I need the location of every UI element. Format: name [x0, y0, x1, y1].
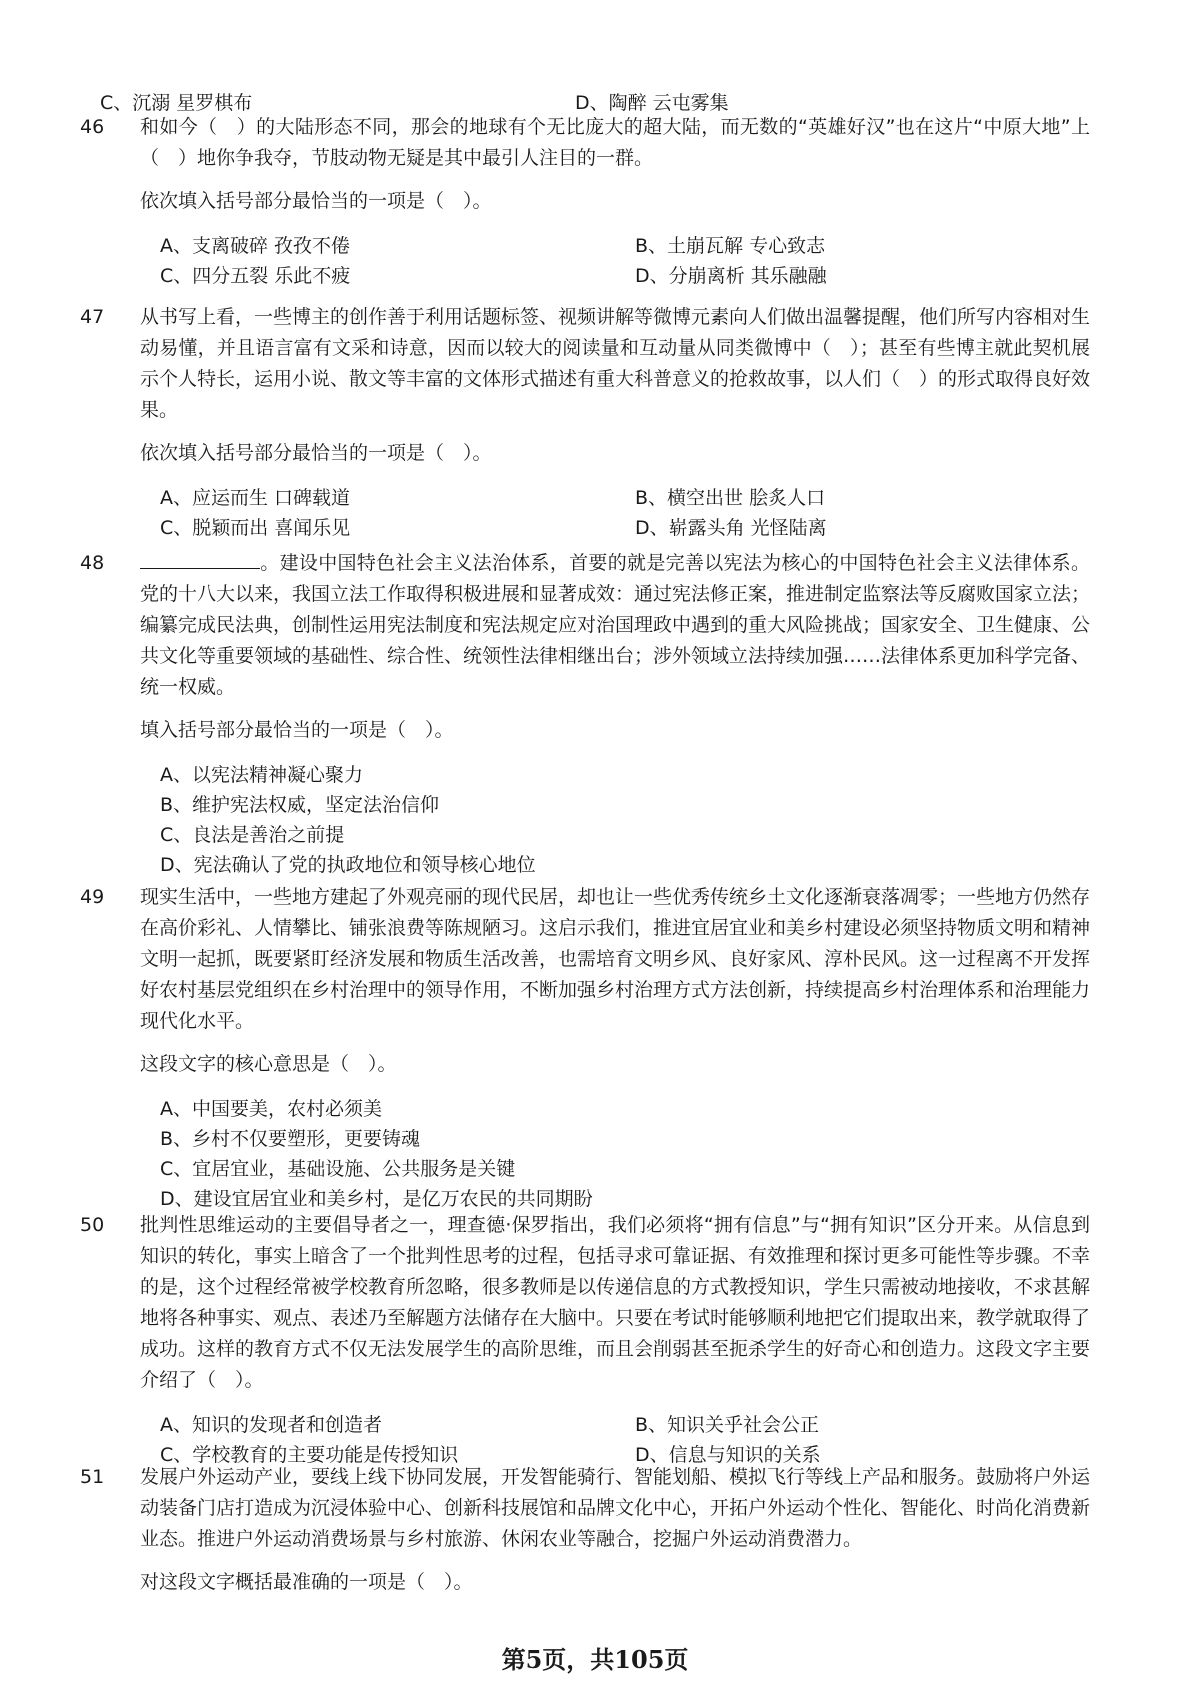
option-b[interactable]: B、乡村不仅要塑形，更要铸魂 — [160, 1128, 421, 1150]
question-48 — [80, 548, 1090, 880]
question-text — [140, 548, 1090, 703]
answer-blank — [140, 550, 260, 569]
option-c[interactable]: C、四分五裂 乐此不疲 — [160, 265, 351, 287]
question-prompt: 对这段文字概括最准确的一项是（ ）。 — [140, 1571, 473, 1593]
question-text: 从书写上看，一些博主的创作善于利用话题标签、视频讲解等微博元素向人们做出温馨提醒，他们所写内容相对生动易懂，并且语言富有文采和诗意，因而以较大的阅读量和互动量从同类微博中（ ）；甚至有些博主就此契机展示个人特长，运用小说、散文等丰富的文体形式描述有重大科普意义的抢救故事，以人们（ ）的形式取得良好效果。 — [140, 306, 1091, 421]
option-d[interactable]: D、建设宜居宜业和美乡村，是亿万农民的共同期盼 — [160, 1188, 593, 1210]
question-49 — [80, 882, 1090, 1214]
question-50 — [80, 1210, 1090, 1470]
question-text: 和如今（ ）的大陆形态不同，那会的地球有个无比庞大的超大陆，而无数的“英雄好汉”也在这片“中原大地”上（ ）地你争我夺，节肢动物无疑是其中最引人注目的一群。 — [140, 116, 1090, 169]
question-prompt: 填入括号部分最恰当的一项是（ ）。 — [140, 719, 454, 741]
question-number: 48 — [80, 552, 105, 574]
question-number: 47 — [80, 306, 105, 328]
question-51 — [80, 1462, 1090, 1598]
options — [160, 483, 1090, 543]
option-d[interactable]: D、分崩离析 其乐融融 — [635, 265, 827, 287]
option-b[interactable]: B、土崩瓦解 专心致志 — [635, 235, 826, 257]
option-c[interactable]: C、良法是善治之前提 — [160, 824, 345, 846]
question-text: 发展户外运动产业，要线上线下协同发展，开发智能骑行、智能划船、模拟飞行等线上产品和服务。鼓励将户外运动装备门店打造成为沉浸体验中心、创新科技展馆和品牌文化中心，开拓户外运动个性化、智能化、时尚化消费新业态。推进户外运动消费场景与乡村旅游、休闲农业等融合，挖掘户外运动消费潜力。 — [140, 1466, 1091, 1550]
option-b[interactable]: B、知识关乎社会公正 — [635, 1414, 820, 1436]
option-d[interactable]: D、信息与知识的关系 — [635, 1444, 821, 1466]
option-a[interactable]: A、以宪法精神凝心聚力 — [160, 764, 363, 786]
question-prompt: 依次填入括号部分最恰当的一项是（ ）。 — [140, 190, 492, 212]
question-number: 49 — [80, 886, 105, 908]
option-d[interactable]: D、崭露头角 光怪陆离 — [635, 517, 827, 539]
option-c[interactable]: C、脱颖而出 喜闻乐见 — [160, 517, 351, 539]
question-number: 46 — [80, 116, 105, 138]
question-prompt: 依次填入括号部分最恰当的一项是（ ）。 — [140, 442, 492, 464]
option-c[interactable]: C、宜居宜业，基础设施、公共服务是关键 — [160, 1158, 516, 1180]
question-prompt: 这段文字的核心意思是（ ）。 — [140, 1053, 397, 1075]
option-b[interactable]: B、横空出世 脍炙人口 — [635, 487, 826, 509]
options — [160, 231, 1090, 291]
option-a[interactable]: A、知识的发现者和创造者 — [160, 1414, 382, 1436]
option-a[interactable]: A、支离破碎 孜孜不倦 — [160, 235, 351, 257]
options — [160, 760, 1090, 880]
options — [160, 1094, 1090, 1214]
option-d[interactable]: D、宪法确认了党的执政地位和领导核心地位 — [160, 854, 536, 876]
question-46 — [80, 112, 1090, 291]
question-number: 51 — [80, 1466, 105, 1488]
option-c[interactable]: C、沉溺 星罗棋布 — [100, 92, 253, 114]
option-a[interactable]: A、中国要美，农村必须美 — [160, 1098, 382, 1120]
question-text: 现实生活中，一些地方建起了外观亮丽的现代民居，却也让一些优秀传统乡土文化逐渐衰落凋零；一些地方仍然存在高价彩礼、人情攀比、铺张浪费等陈规陋习。这启示我们，推进宜居宜业和美乡村建设必须坚持物质文明和精神文明一起抓，既要紧盯经济发展和物质生活改善，也需培育文明乡风、良好家风、淳朴民风。这一过程离不开发挥好农村基层党组织在乡村治理中的领导作用，不断加强乡村治理方式方法创新，持续提高乡村治理体系和治理能力现代化水平。 — [140, 886, 1091, 1032]
option-b[interactable]: B、维护宪法权威，坚定法治信仰 — [160, 794, 440, 816]
option-a[interactable]: A、应运而生 口碑载道 — [160, 487, 351, 509]
question-47 — [80, 302, 1090, 543]
options — [160, 1410, 1090, 1470]
option-d[interactable]: D、陶醉 云屯雾集 — [575, 92, 729, 114]
question-body: 。建设中国特色社会主义法治体系，首要的就是完善以宪法为核心的中国特色社会主义法律体系。党的十八大以来，我国立法工作取得积极进展和显著成效：通过宪法修正案，推进制定监察法等反腐败国家立法；编纂完成民法典，创制性运用宪法制度和宪法规定应对治国理政中遇到的重大风险挑战；国家安全、卫生健康、公共文化等重要领域的基础性、综合性、统领性法律相继出台；涉外领域立法持续加强……法律体系更加科学完备、统一权威。 — [140, 552, 1091, 698]
page-footer: 第5页，共105页 — [501, 1645, 689, 1674]
question-text: 批判性思维运动的主要倡导者之一，理查德·保罗指出，我们必须将“拥有信息”与“拥有知识”区分开来。从信息到知识的转化，事实上暗含了一个批判性思考的过程，包括寻求可靠证据、有效推理和探讨更多可能性等步骤。不幸的是，这个过程经常被学校教育所忽略，很多教师是以传递信息的方式教授知识，学生只需被动地接收，不求甚解地将各种事实、观点、表述乃至解题方法储存在大脑中。只要在考试时能够顺利地把它们提取出来，教学就取得了成功。这样的教育方式不仅无法发展学生的高阶思维，而且会削弱甚至扼杀学生的好奇心和创造力。这段文字主要介绍了（ ）。 — [140, 1214, 1091, 1391]
option-c[interactable]: C、学校教育的主要功能是传授知识 — [160, 1444, 459, 1466]
question-number: 50 — [80, 1214, 105, 1236]
